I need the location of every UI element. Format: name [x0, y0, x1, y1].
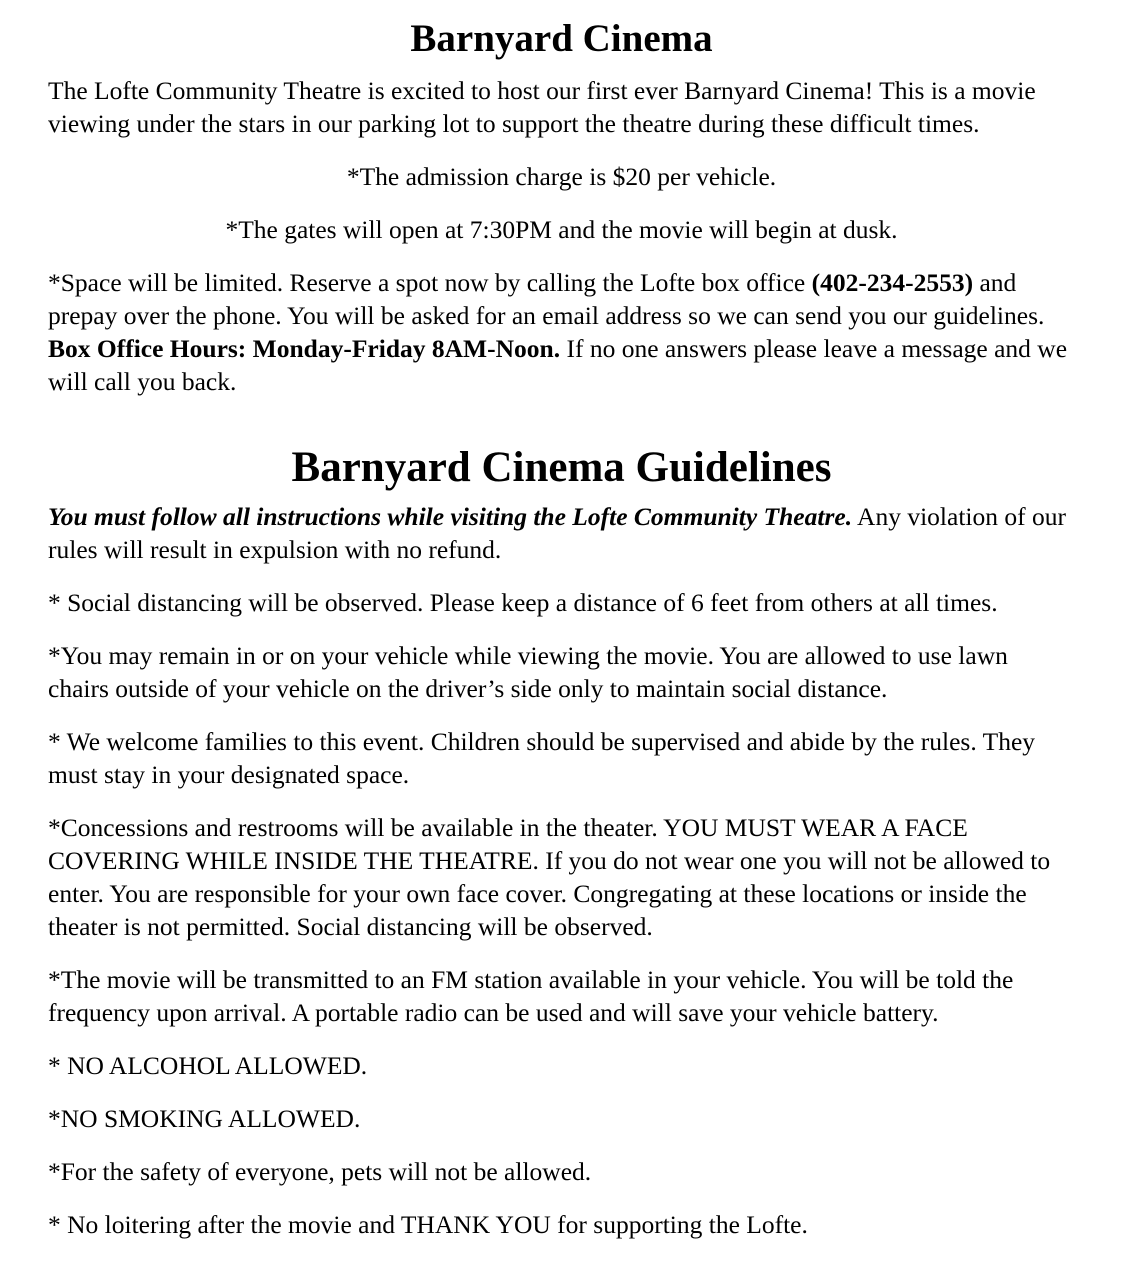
guidelines-title: Barnyard Cinema Guidelines	[291, 444, 832, 491]
reservation-text-part-2: and prepay over the phone. You will be asked for an email address so we can send you our guidelines.	[48, 268, 1045, 330]
gates-open-line: *The gates will open at 7:30PM and the movie will begin at dusk.	[225, 215, 898, 244]
guidelines-intro-paragraph	[48, 500, 1075, 566]
rule-item: * We welcome families to this event. Children should be supervised and abide by the rules. They must stay in your designated space.	[48, 727, 1036, 789]
box-office-hours: Box Office Hours: Monday-Friday 8AM-Noon.	[48, 334, 561, 363]
admission-charge-line: *The admission charge is $20 per vehicle.	[346, 162, 777, 191]
rule-item: *The movie will be transmitted to an FM station available in your vehicle. You will be told the frequency upon arrival. A portable radio can be used and will save your vehicle battery.	[48, 965, 1014, 1027]
rule-item: * No loitering after the movie and THANK YOU for supporting the Lofte.	[48, 1210, 808, 1239]
reservation-text-part-1: *Space will be limited. Reserve a spot now by calling the Lofte box office	[48, 268, 812, 297]
rule-item: *NO SMOKING ALLOWED.	[48, 1104, 361, 1133]
rule-item: * NO ALCOHOL ALLOWED.	[48, 1051, 368, 1080]
reservation-text-part-3: If no one answers please leave a message and we will call you back.	[48, 334, 1068, 396]
rule-item: *You may remain in or on your vehicle while viewing the movie. You are allowed to use lawn chairs outside of your vehicle on the driver’s side only to maintain social distance.	[48, 641, 1008, 703]
rule-item: * Social distancing will be observed. Please keep a distance of 6 feet from others at all times.	[48, 588, 998, 617]
reservation-paragraph	[48, 266, 1075, 398]
rule-item: *Concessions and restrooms will be available in the theater. YOU MUST WEAR A FACE COVERING WHILE INSIDE THE THEATRE. If you do not wear one you will not be allowed to enter. You are responsible for your own face cover. Congregating at these locations or inside the theater is not permitted. Social distancing will be observed.	[48, 813, 1051, 941]
guidelines-intro-emphasis: You must follow all instructions while visiting the Lofte Community Theatre.	[48, 502, 853, 531]
rule-item: *For the safety of everyone, pets will not be allowed.	[48, 1157, 592, 1186]
intro-paragraph: The Lofte Community Theatre is excited to host our first ever Barnyard Cinema! This is a movie viewing under the stars in our parking lot to support the theatre during these difficult times.	[48, 76, 1036, 138]
box-office-phone-number: (402-234-2553)	[811, 268, 974, 297]
page-title: Barnyard Cinema	[410, 17, 713, 60]
guidelines-intro-rest: Any violation of our rules will result in expulsion with no refund.	[48, 502, 1066, 564]
